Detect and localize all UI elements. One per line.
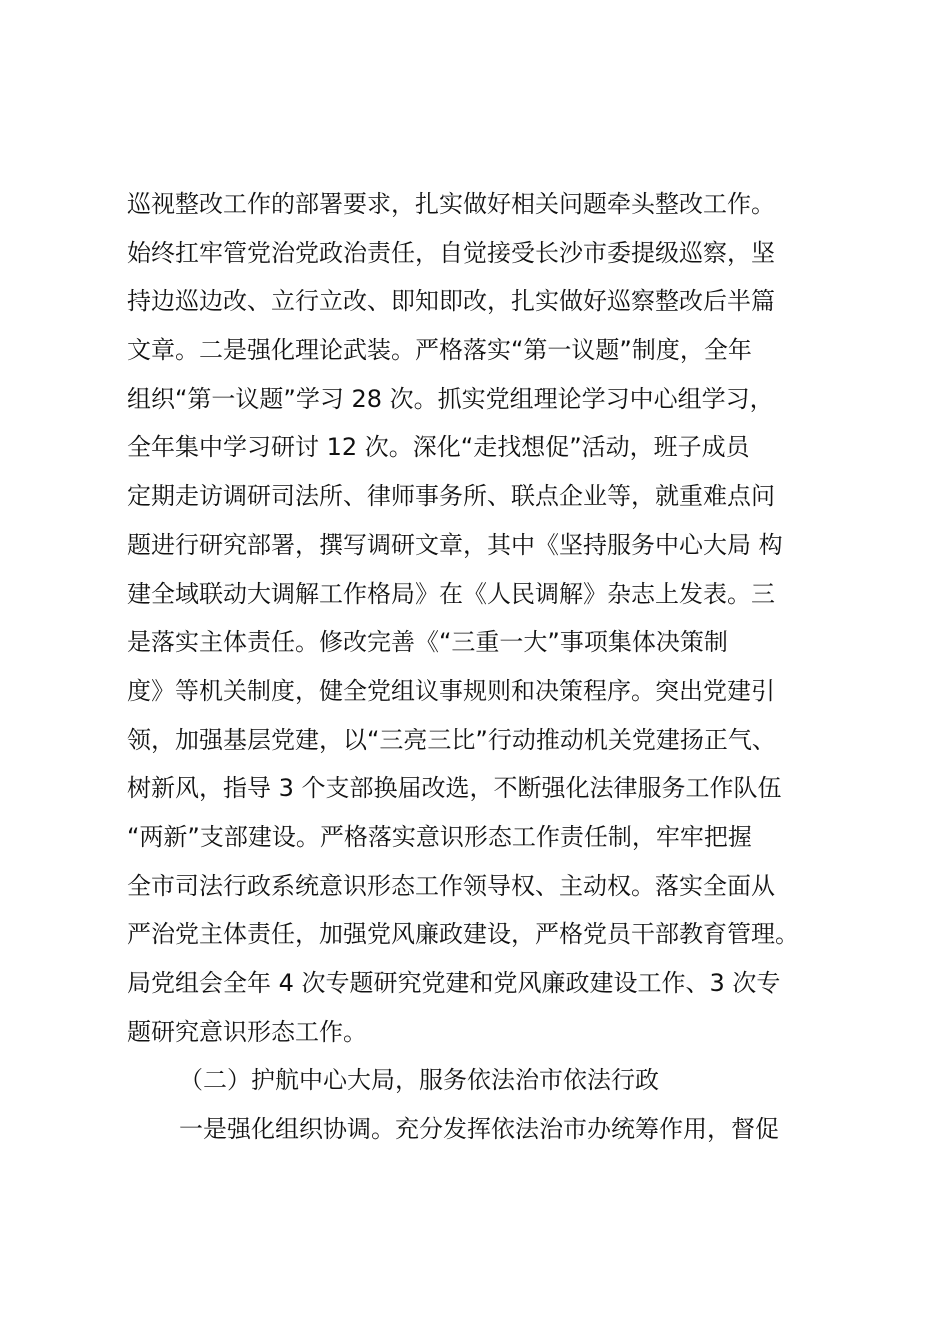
text-line: 度》等机关制度，健全党组议事规则和决策程序。突出党建引 (127, 676, 775, 705)
text-line: 巡视整改工作的部署要求，扎实做好相关问题牵头整改工作。 (127, 190, 775, 218)
text-line: 始终扛牢管党治党政治责任，自觉接受长沙市委提级巡察，坚 (127, 238, 775, 267)
text-line: 题进行研究部署，撰写调研文章，其中《坚持服务中心大局 构 (127, 530, 783, 559)
body-text (127, 180, 847, 1154)
text-line: 严治党主体责任，加强党风廉政建设，严格党员干部教育管理。 (127, 920, 799, 949)
text-line: 全年集中学习研讨 12 次。深化“走找想促”活动，班子成员 (127, 433, 750, 462)
text-line: 文章。二是强化理论武装。严格落实“第一议题”制度，全年 (127, 336, 752, 365)
text-line: 是落实主体责任。修改完善《“三重一大”事项集体决策制 (127, 628, 728, 657)
text-line: 组织“第一议题”学习 28 次。抓实党组理论学习中心组学习， (127, 384, 774, 413)
text-line: 定期走访调研司法所、律师事务所、联点企业等，就重难点问 (127, 482, 775, 511)
text-line: “两新”支部建设。严格落实意识形态工作责任制，牢牢把握 (127, 822, 752, 851)
text-line: 建全域联动大调解工作格局》在《人民调解》杂志上发表。三 (127, 579, 775, 608)
section-heading: （二）护航中心大局，服务依法治市依法行政 (179, 1066, 659, 1095)
text-line: 树新风，指导 3 个支部换届改选，不断强化法律服务工作队伍 (127, 774, 782, 803)
text-line: 持边巡边改、立行立改、即知即改，扎实做好巡察整改后半篇 (127, 287, 775, 316)
text-line: 局党组会全年 4 次专题研究党建和党风廉政建设工作、3 次专 (127, 969, 781, 997)
text-line: 全市司法行政系统意识形态工作领导权、主动权。落实全面从 (127, 871, 775, 900)
text-line: 领，加强基层党建，以“三亮三比”行动推动机关党建扬正气、 (127, 725, 776, 754)
text-line: 题研究意识形态工作。 (127, 1017, 367, 1046)
text-line: 一是强化组织协调。充分发挥依法治市办统筹作用，督促 (179, 1115, 779, 1144)
